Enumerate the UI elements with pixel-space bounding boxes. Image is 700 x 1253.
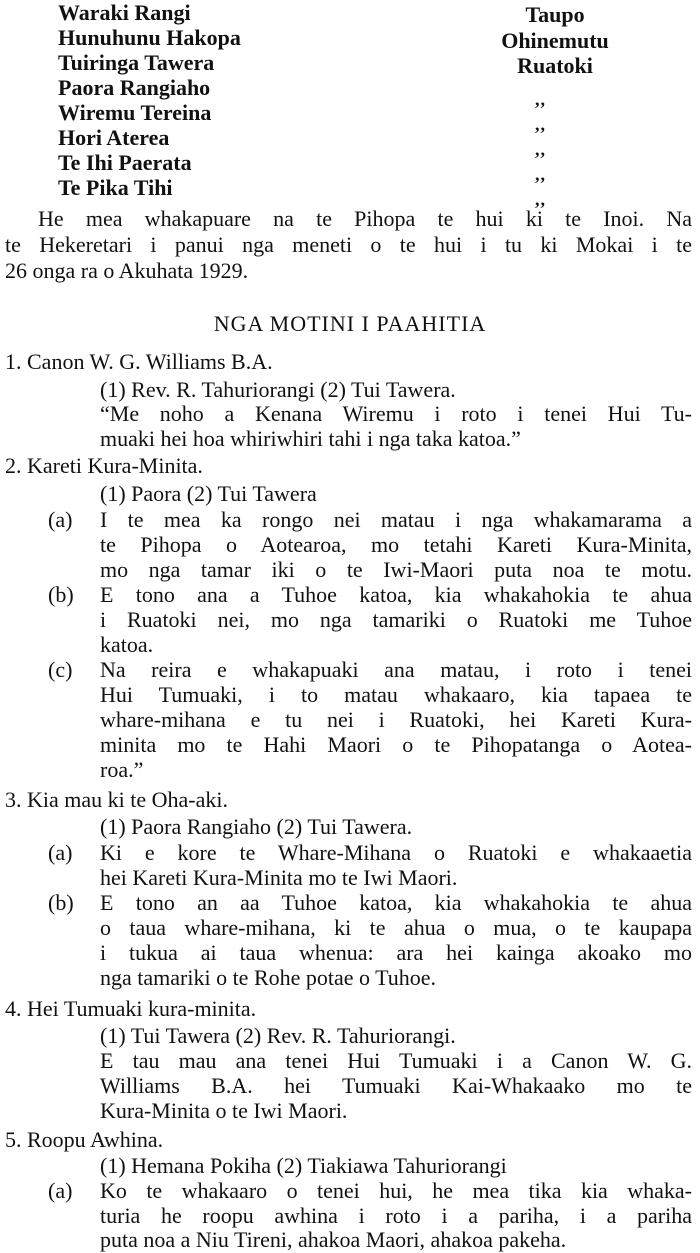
roster-name: Paora Rangiaho — [58, 75, 211, 100]
item-line: minita mo te Hahi Maori o te Pihopatanga o Aotea- — [100, 732, 692, 757]
item-line: turia he roopu awhina i roto i a pariha, i a pariha — [100, 1203, 692, 1228]
item-line: Ko te whakaaro o tenei hui, he mea tika kia whaka- — [100, 1178, 692, 1203]
ditto-mark: ,, — [535, 139, 546, 159]
ditto-mark: ,, — [535, 164, 546, 184]
roster-name: Waraki Rangi — [58, 0, 191, 25]
roster-place: Ohinemutu — [501, 28, 609, 53]
item-line: puta noa a Niu Tireni, ahakoa Maori, ahakoa pakeha. — [100, 1227, 567, 1252]
motion-text-line: E tau mau ana tenei Hui Tumuaki i a Canon W. G. — [100, 1048, 692, 1073]
item-line: o taua whare-mihana, ki te ahua o mua, o te kaupapa — [100, 915, 692, 940]
item-line: hei Kareti Kura-Minita mo te Iwi Maori. — [100, 865, 458, 890]
motion-movers: (1) Hemana Pokiha (2) Tiakiawa Tahuriorangi — [100, 1153, 507, 1178]
item-line: roa.” — [100, 757, 144, 782]
item-label: (a) — [48, 840, 73, 865]
item-label: (b) — [48, 890, 74, 915]
roster-name: Te Ihi Paerata — [58, 150, 192, 175]
roster-name: Te Pika Tihi — [58, 175, 173, 200]
item-line: Hui Tumuaki, i to matau whakaaro, kia tapaea te — [100, 682, 692, 707]
ditto-mark: ,, — [535, 189, 546, 209]
item-line: Na reira e whakapuaki ana matau, i roto i tenei — [100, 657, 692, 682]
item-line: te Pihopa o Aotearoa, mo tetahi Kareti Kura-Minita, — [100, 532, 692, 557]
item-line: i tukua ai taua whenua: ara hei kainga akoako mo — [100, 940, 692, 965]
item-line: Ki e kore te Whare-Mihana o Ruatoki e whakaaetia — [100, 840, 692, 865]
motion-text-line: Kura-Minita o te Iwi Maori. — [100, 1098, 348, 1123]
section-heading: NGA MOTINI I PAAHITIA — [213, 311, 487, 336]
item-line: E tono an aa Tuhoe katoa, kia whakahokia te ahua — [100, 890, 692, 915]
item-line: I te mea ka rongo nei matau i nga whakamarama a — [100, 507, 692, 532]
motion-text-line: “Me noho a Kenana Wiremu i roto i tenei Hui Tu- — [100, 401, 692, 426]
roster-name: Wiremu Tereina — [58, 100, 212, 125]
roster-name: Tuiringa Tawera — [58, 50, 215, 75]
motion-title: 5. Roopu Awhina. — [5, 1127, 164, 1152]
motion-text-line: muaki hei hoa whiriwhiri tahi i nga taka katoa.” — [100, 426, 521, 451]
motion-movers: (1) Rev. R. Tahuriorangi (2) Tui Tawera. — [100, 377, 456, 402]
motion-movers: (1) Paora (2) Tui Tawera — [100, 481, 317, 506]
item-label: (b) — [48, 582, 74, 607]
item-line: whare-mihana e tu nei i Ruatoki, hei Kareti Kura- — [100, 707, 692, 732]
item-label: (a) — [48, 1178, 73, 1203]
motion-movers: (1) Paora Rangiaho (2) Tui Tawera. — [100, 814, 413, 839]
intro-line: te Hekeretari i panui nga meneti o te hui i tu ki Mokai i te — [5, 232, 692, 257]
item-label: (a) — [48, 507, 73, 532]
motion-movers: (1) Tui Tawera (2) Rev. R. Tahuriorangi. — [100, 1023, 456, 1048]
intro-line: 26 onga ra o Akuhata 1929. — [5, 258, 249, 283]
motion-title: 4. Hei Tumuaki kura-minita. — [5, 996, 257, 1021]
roster-name: Hori Aterea — [58, 125, 170, 150]
item-line: katoa. — [100, 632, 154, 657]
motion-title: 3. Kia mau ki te Oha-aki. — [5, 787, 228, 812]
item-line: i Ruatoki nei, mo nga tamariki o Ruatoki me Tuhoe — [100, 607, 692, 632]
item-label: (c) — [48, 657, 73, 682]
motion-title: 1. Canon W. G. Williams B.A. — [5, 349, 273, 374]
intro-line: He mea whakapuare na te Pihopa te hui ki te Inoi. Na — [38, 206, 692, 231]
item-line: mo nga tamar iki o te Iwi-Maori puta noa te motu. — [100, 557, 692, 582]
roster-name: Hunuhunu Hakopa — [58, 25, 241, 50]
motion-title: 2. Kareti Kura-Minita. — [5, 453, 203, 478]
ditto-mark: ,, — [535, 114, 546, 134]
item-line: nga tamariki o te Rohe potae o Tuhoe. — [100, 965, 437, 990]
item-line: E tono ana a Tuhoe katoa, kia whakahokia te ahua — [100, 582, 692, 607]
roster-place: Taupo — [525, 2, 585, 27]
ditto-mark: ,, — [535, 89, 546, 109]
motion-text-line: Williams B.A. hei Tumuaki Kai-Whakaako mo te — [100, 1073, 692, 1098]
roster-place: Ruatoki — [517, 53, 593, 78]
